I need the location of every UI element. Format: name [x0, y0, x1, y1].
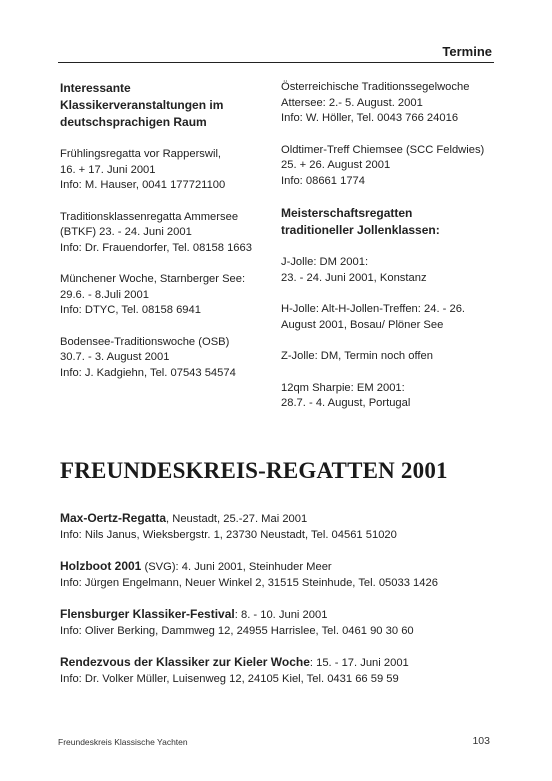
- event-info: Info: Dr. Volker Müller, Luisenweg 12, 24105 Kiel, Tel. 0431 66 59 59: [60, 672, 399, 685]
- events-list: [60, 511, 500, 703]
- event-entry: [60, 147, 272, 194]
- event-entry: [60, 335, 272, 382]
- event-line: Bodensee-Traditionswoche (OSB): [60, 335, 230, 348]
- event-detail: : 15. - 17. Juni 2001: [309, 657, 409, 669]
- event-info: Info: Jürgen Engelmann, Neuer Winkel 2, 31515 Steinhude, Tel. 05033 1426: [60, 576, 438, 589]
- event-name: Rendezvous der Klassiker zur Kieler Woche: [60, 655, 310, 669]
- heading-line: Klassikerveranstaltungen im: [60, 98, 224, 112]
- event-item: [60, 655, 500, 687]
- event-line: Info: J. Kadgiehn, Tel. 07543 54574: [60, 366, 236, 379]
- event-item: [60, 511, 500, 543]
- heading-line: traditioneller Jollenklassen:: [281, 223, 440, 237]
- event-title-line: [60, 655, 500, 672]
- event-title-line: [60, 559, 500, 576]
- heading-line: deutschsprachigen Raum: [60, 115, 207, 129]
- event-line: (BTKF) 23. - 24. Juni 2001: [60, 226, 192, 238]
- event-line: 25. + 26. August 2001: [281, 159, 391, 171]
- event-name: Flensburger Klassiker-Festival: [60, 607, 235, 621]
- event-line: Frühlingsregatta vor Rapperswil,: [60, 148, 222, 160]
- event-line: Info: M. Hauser, 0041 177721100: [60, 179, 226, 191]
- right-heading: [281, 205, 501, 239]
- event-line: Münchener Woche, Starnberger See:: [60, 273, 246, 285]
- event-line: 29.6. - 8.Juli 2001: [60, 288, 149, 301]
- event-line: Info: Dr. Frauendorfer, Tel. 08158 1663: [60, 241, 252, 254]
- event-line: Info: 08661 1774: [281, 174, 365, 187]
- event-info: Info: Nils Janus, Wieksbergstr. 1, 23730 Neustadt, Tel. 04561 51020: [60, 528, 397, 541]
- header-rule: [58, 62, 494, 63]
- main-heading: FREUNDESKREIS-REGATTEN 2001: [60, 458, 448, 483]
- event-line: Info: DTYC, Tel. 08158 6941: [60, 304, 201, 316]
- event-line: H-Jolle: Alt-H-Jollen-Treffen: 24. - 26.: [281, 303, 466, 315]
- event-detail: (SVG): 4. Juni 2001, Steinhuder Meer: [141, 561, 332, 573]
- event-info: Info: Oliver Berking, Dammweg 12, 24955 Harrislee, Tel. 0461 90 30 60: [60, 624, 414, 637]
- event-item: [60, 559, 500, 591]
- event-line: 30.7. - 3. August 2001: [60, 351, 170, 363]
- event-title-line: [60, 607, 500, 624]
- event-line: 12qm Sharpie: EM 2001:: [281, 381, 405, 394]
- event-line: 23. - 24. Juni 2001, Konstanz: [281, 271, 427, 284]
- event-title-line: [60, 511, 500, 528]
- event-detail: , Neustadt, 25.-27. Mai 2001: [166, 513, 308, 525]
- heading-line: Interessante: [60, 81, 131, 95]
- event-entry: [281, 349, 501, 365]
- event-entry: [281, 255, 501, 286]
- event-line: Attersee: 2.- 5. August. 2001: [281, 96, 423, 109]
- event-line: Österreichische Traditionssegelwoche: [281, 81, 470, 93]
- left-heading: [60, 80, 272, 131]
- footer-publication: Freundeskreis Klassische Yachten: [58, 737, 188, 747]
- event-line: Info: W. Höller, Tel. 0043 766 24016: [281, 112, 459, 124]
- event-line: Z-Jolle: DM, Termin noch offen: [281, 350, 433, 362]
- event-entry: [281, 302, 501, 333]
- event-entry: [281, 381, 501, 412]
- event-entry: [281, 143, 501, 190]
- heading-line: Meisterschaftsregatten: [281, 206, 413, 220]
- event-name: Holzboot 2001: [60, 559, 142, 573]
- event-line: 16. + 17. Juni 2001: [60, 163, 156, 176]
- event-line: Oldtimer-Treff Chiemsee (SCC Feldwies): [281, 143, 485, 156]
- event-entry: [281, 80, 501, 127]
- page-number: 103: [472, 735, 490, 747]
- event-name: Max-Oertz-Regatta: [60, 511, 167, 525]
- event-item: [60, 607, 500, 639]
- event-entry: [60, 272, 272, 319]
- event-line: August 2001, Bosau/ Plöner See: [281, 318, 444, 331]
- event-detail: : 8. - 10. Juni 2001: [234, 609, 328, 621]
- right-column: [281, 80, 501, 428]
- event-line: Traditionsklassenregatta Ammersee: [60, 210, 239, 223]
- event-line: 28.7. - 4. August, Portugal: [281, 397, 411, 409]
- left-column: [60, 80, 272, 397]
- event-line: J-Jolle: DM 2001:: [281, 256, 369, 268]
- section-label: Termine: [442, 44, 492, 59]
- event-entry: [60, 210, 272, 257]
